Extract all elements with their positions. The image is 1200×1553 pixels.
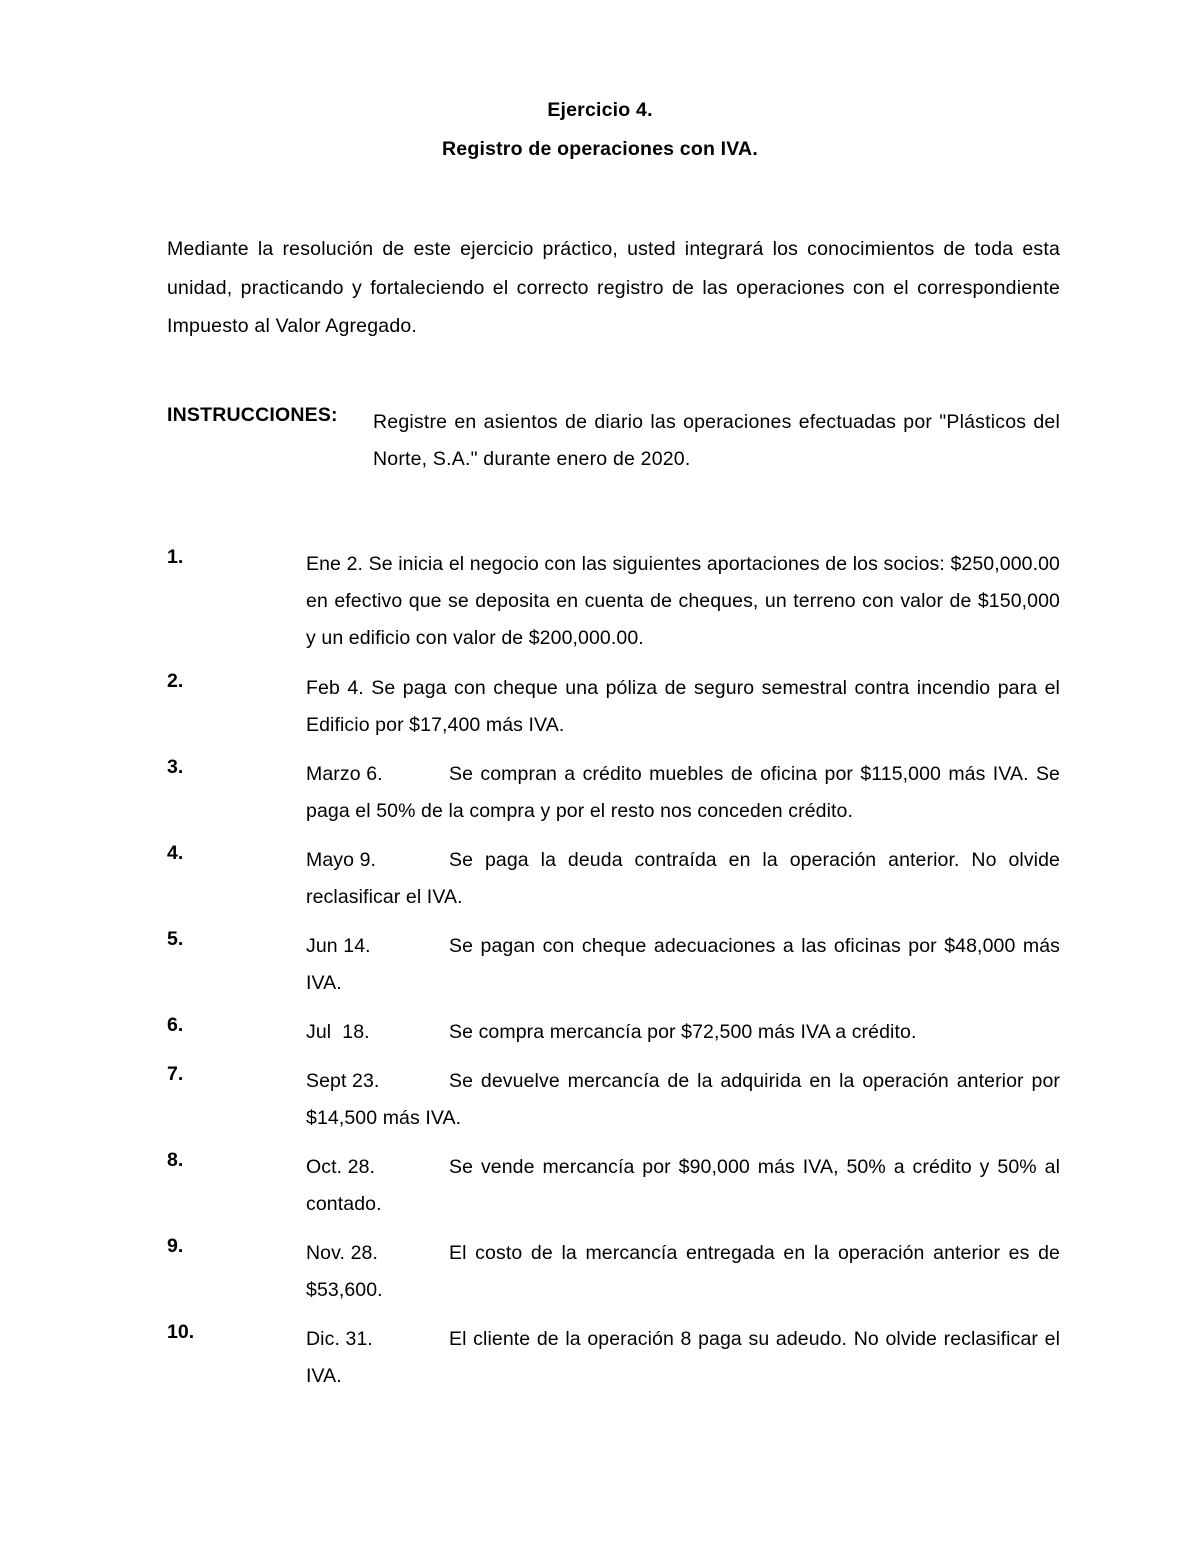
item-text: Sept 23. Se devuelve mercancía de la adquirida en la operación anterior por $14,500 más IVA. (306, 1063, 1060, 1137)
item-date: Marzo 6. (306, 763, 383, 785)
document-subtitle: Registro de operaciones con IVA. (442, 138, 758, 160)
item-date: Mayo 9. (306, 849, 377, 871)
item-number: 9. (167, 1235, 184, 1257)
item-date: Dic. 31. (306, 1328, 373, 1350)
item-text: Mayo 9. Se paga la deuda contraída en la operación anterior. No olvide reclasificar el IVA. (306, 842, 1060, 916)
item-number: 6. (167, 1014, 184, 1036)
item-number: 8. (167, 1149, 184, 1171)
item-date: Jun 14. (306, 935, 371, 957)
item-text: Nov. 28. El costo de la mercancía entregada en la operación anterior es de $53,600. (306, 1235, 1060, 1309)
item-text: Dic. 31. El cliente de la operación 8 paga su adeudo. No olvide reclasificar el IVA. (306, 1321, 1060, 1395)
intro-paragraph: Mediante la resolución de este ejercicio práctico, usted integrará los conocimientos de toda esta unidad, practicando y fortaleciendo el correcto registro de las operaciones con el correspondiente Impuesto al Valor Agregado. (167, 238, 1060, 337)
item-text: Jun 14. Se pagan con cheque adecuaciones a las oficinas por $48,000 más IVA. (306, 928, 1060, 1002)
item-date: Nov. 28. (306, 1242, 378, 1264)
item-date: Jul 18. (306, 1021, 370, 1043)
instructions-text: Registre en asientos de diario las operaciones efectuadas por "Plásticos del Norte, S.A." durante enero de 2020. (373, 411, 1060, 470)
item-number: 10. (167, 1321, 195, 1343)
item-number: 1. (167, 546, 184, 568)
item-date: Sept 23. (306, 1070, 380, 1092)
item-text: Feb 4. Se paga con cheque una póliza de seguro semestral contra incendio para el Edificio por $17,400 más IVA. (306, 677, 1060, 736)
item-text: Oct. 28. Se vende mercancía por $90,000 más IVA, 50% a crédito y 50% al contado. (306, 1149, 1060, 1223)
document-title: Ejercicio 4. (547, 99, 653, 121)
item-number: 7. (167, 1063, 184, 1085)
item-text: Marzo 6. Se compran a crédito muebles de oficina por $115,000 más IVA. Se paga el 50% de la compra y por el resto nos conceden crédito. (306, 756, 1060, 830)
item-text: Jul 18. Se compra mercancía por $72,500 más IVA a crédito. (306, 1014, 1060, 1051)
item-number: 3. (167, 756, 184, 778)
item-text: Ene 2. Se inicia el negocio con las siguientes aportaciones de los socios: $250,000.00 en efectivo que se deposita en cuenta de cheques, un terreno con valor de $150,000 y un edificio con valor de $200,000.00. (306, 553, 1060, 649)
instructions-label: INSTRUCCIONES: (167, 404, 338, 426)
item-number: 4. (167, 842, 184, 864)
item-number: 5. (167, 928, 184, 950)
item-number: 2. (167, 670, 184, 692)
item-date: Oct. 28. (306, 1156, 376, 1178)
